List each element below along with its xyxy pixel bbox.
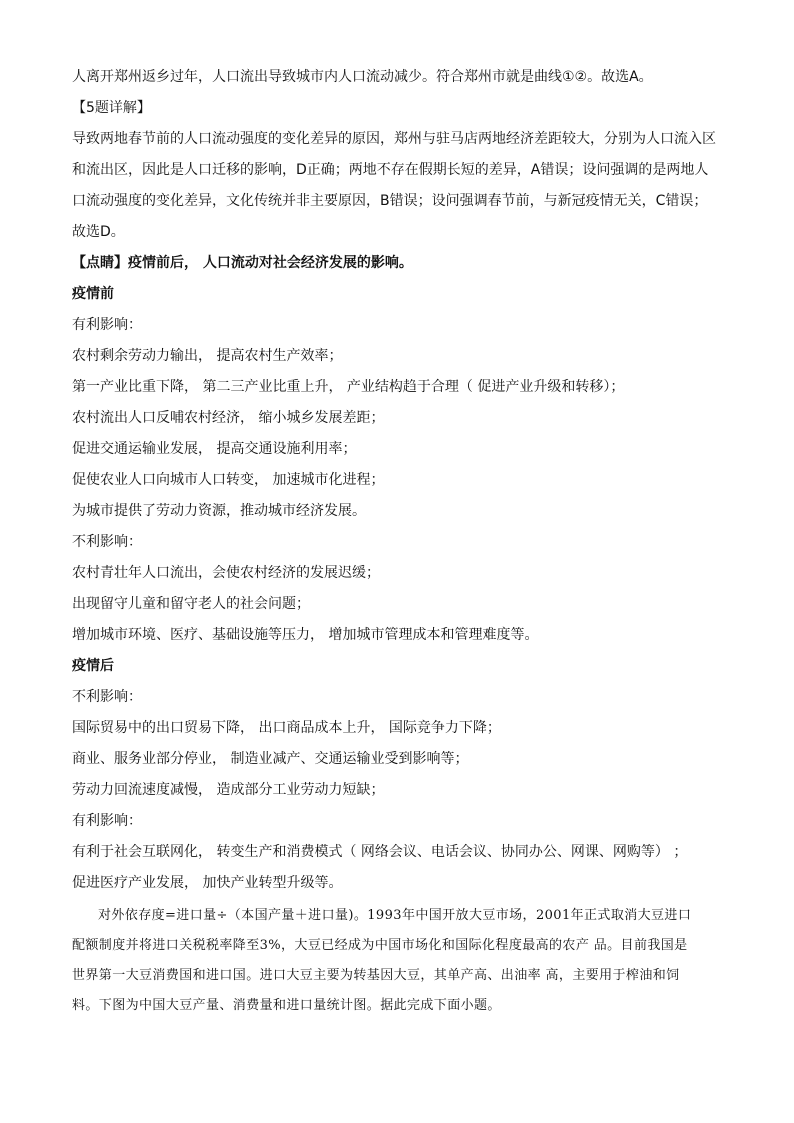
list-item: 促进交通运输业发展， 提高交通设施利用率； <box>72 441 357 457</box>
list-item: 劳动力回流速度减慢， 造成部分工业劳动力短缺； <box>72 782 385 798</box>
list-item: 农村流出人口反哺农村经济， 缩小城乡发展差距； <box>72 410 385 426</box>
q5-line: 和流出区，因此是人口迁移的影响，D正确；两地不存在假期长短的差异，A错误；设问强调的是两地人 <box>72 162 709 178</box>
q5-heading: 【5题详解】 <box>72 100 151 116</box>
reading-passage <box>72 901 732 1021</box>
list-item: 出现留守儿童和留守老人的社会问题； <box>72 596 310 612</box>
intro-line: 人离开郑州返乡过年，人口流出导致城市内人口流动减少。符合郑州市就是曲线①②。故选A。 <box>72 69 653 85</box>
list-item: 促使农业人口向城市人口转变， 加速城市化进程； <box>72 472 385 488</box>
list-item: 有利于社会互联网化， 转变生产和消费模式（ 网络会议、电话会议、协同办公、网课、网购等） ； <box>72 844 688 860</box>
before-negative-label: 不利影响： <box>72 534 142 550</box>
after-negative-label: 不利影响： <box>72 689 142 705</box>
list-item: 国际贸易中的出口贸易下降， 出口商品成本上升， 国际竞争力下降； <box>72 720 501 736</box>
list-item: 为城市提供了劳动力资源，推动城市经济发展。 <box>72 503 366 519</box>
list-item: 促进医疗产业发展， 加快产业转型升级等。 <box>72 875 343 891</box>
passage-line: 料。下图为中国大豆产量、消费量和进口量统计图。据此完成下面小题。 <box>72 998 501 1013</box>
list-item: 农村剩余劳动力输出， 提高农村生产效率； <box>72 348 343 364</box>
q5-line: 故选D。 <box>72 224 125 240</box>
dianjing-heading: 【点睛】疫情前后， 人口流动对社会经济发展的影响。 <box>72 255 413 271</box>
q5-explanation <box>72 124 732 248</box>
list-item: 第一产业比重下降， 第二三产业比重上升， 产业结构趋于合理（ 促进产业升级和转移）； <box>72 379 625 395</box>
before-title: 疫情前 <box>72 286 114 302</box>
q5-line: 导致两地春节前的人口流动强度的变化差异的原因，郑州与驻马店两地经济差距较大，分别为人口流入区 <box>72 131 716 147</box>
list-item: 商业、服务业部分停业， 制造业减产、交通运输业受到影响等； <box>72 751 469 767</box>
before-positive-label: 有利影响： <box>72 317 142 333</box>
q5-line: 口流动强度的变化差异，文化传统并非主要原因，B错误；设问强调春节前，与新冠疫情无关，C错误； <box>72 193 708 209</box>
list-item: 农村青壮年人口流出，会使农村经济的发展迟缓； <box>72 565 380 581</box>
passage-line: 配额制度并将进口关税税率降至3%，大豆已经成为中国市场化和国际化程度最高的农产 品。目前我国是 <box>72 938 688 953</box>
passage-line: 对外依存度=进口量÷（本国产量＋进口量)。1993年中国开放大豆市场，2001年正式取消大豆进口 <box>98 908 692 923</box>
after-title: 疫情后 <box>72 658 114 674</box>
list-item: 增加城市环境、医疗、基础设施等压力， 增加城市管理成本和管理难度等。 <box>72 627 539 643</box>
after-positive-label: 有利影响： <box>72 813 142 829</box>
passage-line: 世界第一大豆消费国和进口国。进口大豆主要为转基因大豆，其单产高、出油率 高，主要用于榨油和饲 <box>72 968 680 983</box>
document-page <box>72 62 732 1021</box>
